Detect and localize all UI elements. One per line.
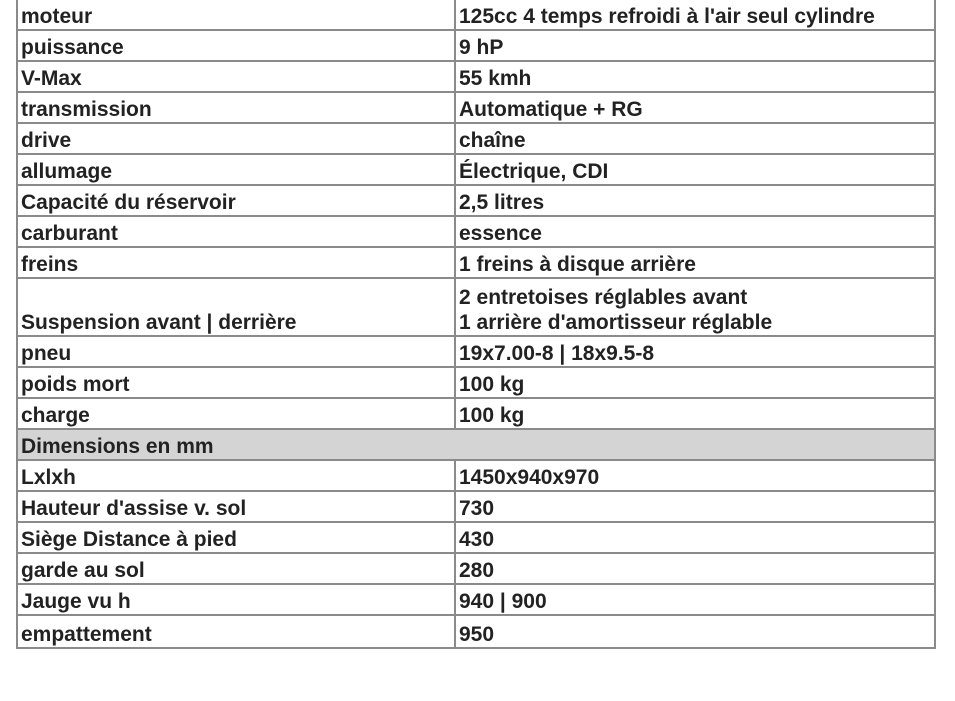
spec-value: Automatique + RG bbox=[456, 93, 934, 124]
dimension-value: 280 bbox=[456, 554, 934, 585]
dimension-label: Lxlxh bbox=[18, 461, 456, 492]
dimension-row-jauge bbox=[18, 585, 934, 616]
spec-label: freins bbox=[18, 248, 456, 279]
spec-label: pneu bbox=[18, 337, 456, 368]
spec-row-reservoir bbox=[18, 186, 934, 217]
dimension-row-lxlxh bbox=[18, 461, 934, 492]
spec-row-allumage bbox=[18, 155, 934, 186]
spec-label: transmission bbox=[18, 93, 456, 124]
spec-row-puissance bbox=[18, 31, 934, 62]
dimension-label: Jauge vu h bbox=[18, 585, 456, 616]
spec-row-suspension bbox=[18, 279, 934, 337]
dimension-value: 940 | 900 bbox=[456, 585, 934, 616]
spec-label: Capacité du réservoir bbox=[18, 186, 456, 217]
spec-label: allumage bbox=[18, 155, 456, 186]
spec-label: drive bbox=[18, 124, 456, 155]
dimension-value: 1450x940x970 bbox=[456, 461, 934, 492]
spec-value: 100 kg bbox=[456, 368, 934, 399]
spec-table bbox=[16, 0, 936, 649]
spec-value-line-1: 2 entretoises réglables avant bbox=[459, 286, 748, 309]
spec-value: 55 kmh bbox=[456, 62, 934, 93]
dimension-row-siege-distance bbox=[18, 523, 934, 554]
spec-label: puissance bbox=[18, 31, 456, 62]
spec-row-carburant bbox=[18, 217, 934, 248]
dimension-label: Siège Distance à pied bbox=[18, 523, 456, 554]
spec-label: charge bbox=[18, 399, 456, 430]
spec-row-drive bbox=[18, 124, 934, 155]
spec-label: V-Max bbox=[18, 62, 456, 93]
spec-value bbox=[456, 279, 934, 337]
spec-label: poids mort bbox=[18, 368, 456, 399]
spec-value: chaîne bbox=[456, 124, 934, 155]
section-header: Dimensions en mm bbox=[18, 430, 934, 461]
spec-row-pneu bbox=[18, 337, 934, 368]
spec-row-vmax bbox=[18, 62, 934, 93]
spec-label: moteur bbox=[18, 0, 456, 31]
dimension-label: empattement bbox=[18, 616, 456, 647]
spec-value: 100 kg bbox=[456, 399, 934, 430]
spec-label: carburant bbox=[18, 217, 456, 248]
dimension-value: 950 bbox=[459, 623, 495, 646]
spec-row-moteur bbox=[18, 0, 934, 31]
spec-row-poids-mort bbox=[18, 368, 934, 399]
spec-value: 125cc 4 temps refroidi à l'air seul cylindre bbox=[456, 0, 934, 31]
dimension-row-garde-au-sol bbox=[18, 554, 934, 585]
spec-value: 1 freins à disque arrière bbox=[456, 248, 934, 279]
spec-label: Suspension avant | derrière bbox=[18, 279, 456, 337]
spec-value: essence bbox=[456, 217, 934, 248]
dimension-value: 730 bbox=[456, 492, 934, 523]
dimension-value: 430 bbox=[456, 523, 934, 554]
spec-value: 2,5 litres bbox=[456, 186, 934, 217]
spec-row-charge bbox=[18, 399, 934, 430]
dimension-row-empattement bbox=[18, 616, 934, 647]
spec-row-transmission bbox=[18, 93, 934, 124]
section-header-row bbox=[18, 430, 934, 461]
dimension-label: Hauteur d'assise v. sol bbox=[18, 492, 456, 523]
spec-row-freins bbox=[18, 248, 934, 279]
dimension-label: garde au sol bbox=[18, 554, 456, 585]
spec-value: 9 hP bbox=[456, 31, 934, 62]
spec-value-line-2: 1 arrière d'amortisseur réglable bbox=[459, 311, 773, 334]
spec-value: Électrique, CDI bbox=[456, 155, 934, 186]
dimension-row-hauteur-assise bbox=[18, 492, 934, 523]
spec-value: 19x7.00-8 | 18x9.5-8 bbox=[456, 337, 934, 368]
